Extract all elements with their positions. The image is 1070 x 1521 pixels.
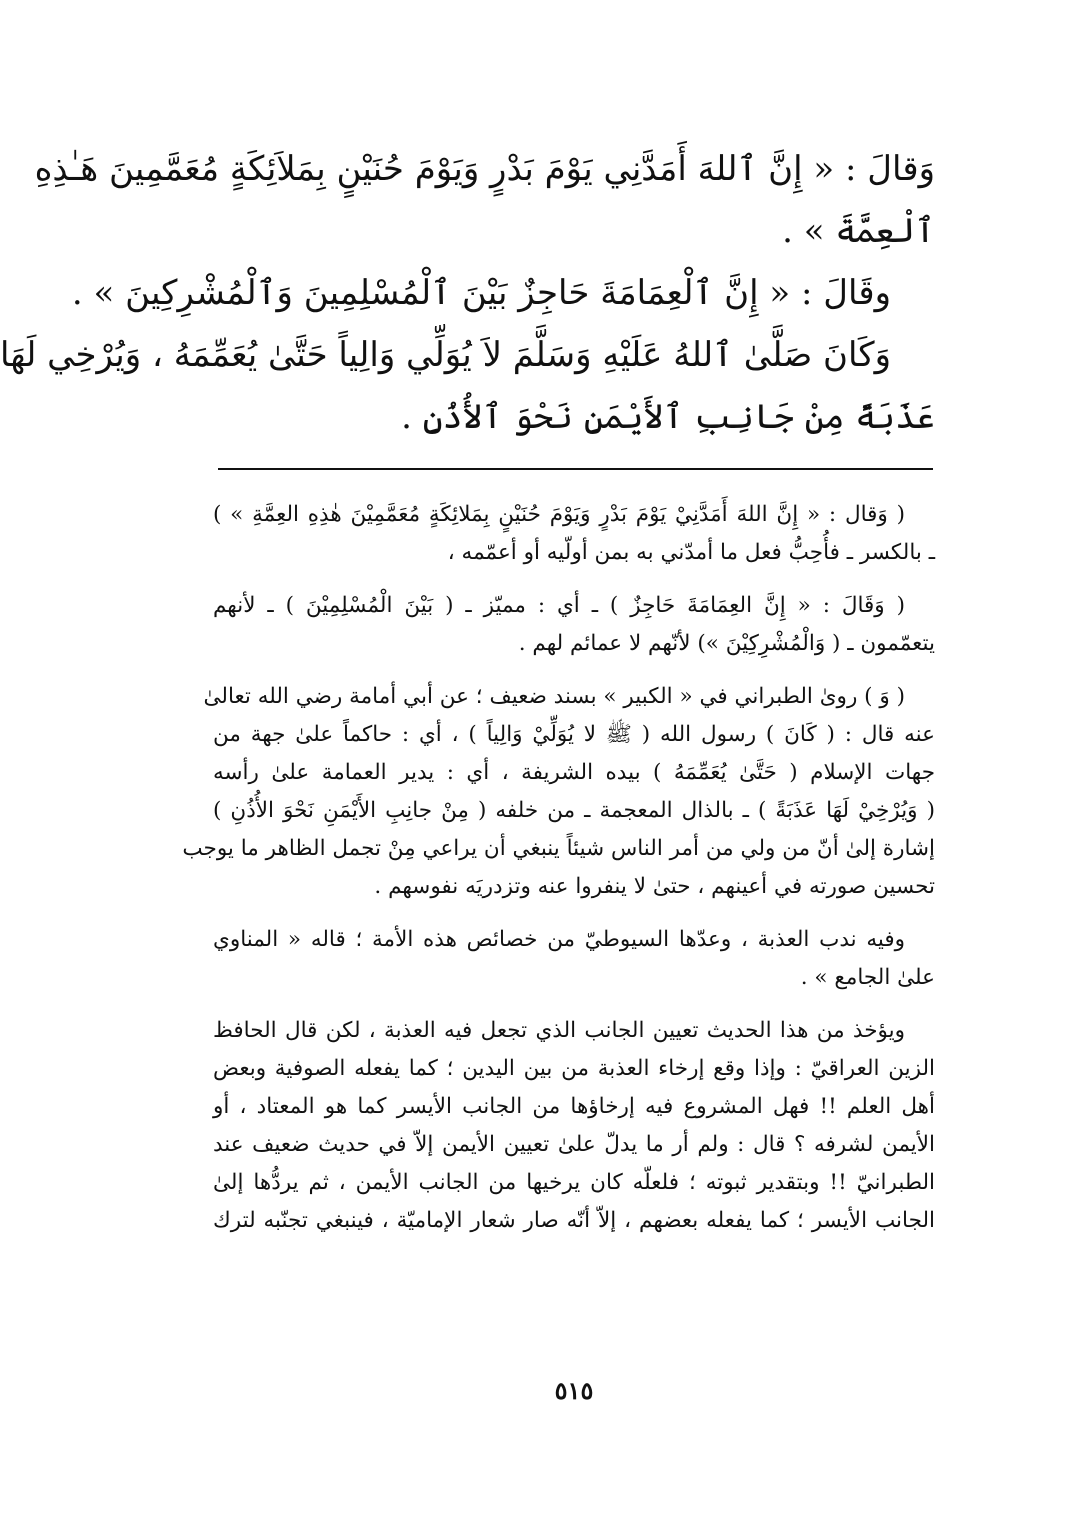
commentary-paragraph-1 bbox=[213, 496, 935, 572]
main-paragraph-1 bbox=[34, 138, 935, 262]
footnote-separator bbox=[218, 468, 933, 470]
page-number: ٥١٥ bbox=[554, 1376, 594, 1405]
commentary-line: ( وَقال : « إِنَّ اللهَ أَمَدَّنِيْ يَوْمَ بَدْرٍ وَيَوْمَ حُنَيْنٍ بِمَلائِكَةٍ مُعَمَّمِيْنَ هٰذِهِ العِمَّةِ » ) bbox=[213, 502, 905, 527]
commentary-line: الزين العراقيّ : وإذا وقع إرخاء العذبة من بين اليدين ؛ كما يفعله الصوفية وبعض bbox=[213, 1056, 935, 1081]
commentary-line: إشارة إلىٰ أنّ من ولي من أمر الناس شيئاً ينبغي أن يراعي مِنْ تجمل الظاهر ما يوجب bbox=[182, 836, 935, 861]
commentary-line: ويؤخذ من هذا الحديث تعيين الجانب الذي تجعل فيه العذبة ، لكن قال الحافظ bbox=[213, 1018, 905, 1043]
commentary-line: عنه قال : ( كَانَ ) رسول الله ( ﷺ لا يُوَلِّيْ وَالِياً ) ، أي : حاكماً علىٰ جهة من bbox=[213, 722, 935, 747]
main-line: عَذَبَةً مِنْ جَانِبِ ٱلأَيْمَنِ نَحْوَ ٱلأُذُنِ . bbox=[401, 397, 935, 437]
commentary-line: أهل العلم !! فهل المشروع فيه إرخاؤها من الجانب الأيسر كما هو المعتاد ، أو bbox=[213, 1094, 935, 1119]
commentary-line: ـ بالكسر ـ فأُحِبُّ فعل ما أمدّني به بمن أولّيه أو أعمّمه ، bbox=[447, 540, 935, 565]
commentary-line: ( وَيُرْخِيْ لَهَا عَذَبَةً ) ـ بالذال المعجمة ـ من خلفه ( مِنْ جانِبِ الأَيْمَنِ نَحْوَ الأُذُنِ ) bbox=[213, 798, 935, 823]
commentary-line: يتعمّمون ـ ( وَالْمُشْرِكِيْنَ ») لأنّهم لا عمائم لهم . bbox=[518, 631, 935, 656]
commentary-line: ( وَقَالَ : « إِنَّ العِمَامَةَ حَاجِزٌ ) ـ أي : مميّز ـ ( بَيْنَ الْمُسْلِمِيْنَ ) ـ لأنهم bbox=[213, 593, 905, 618]
commentary-line: تحسين صورته في أعينهم ، حتىٰ لا ينفروا عنه وتزدريَه نفوسهم . bbox=[374, 874, 935, 899]
commentary-line: جهات الإسلام ( حَتَّىٰ يُعَمِّمَهُ ) بيده الشريفة ، أي : يدير العمامة علىٰ رأسه bbox=[213, 760, 935, 785]
main-line: وَقالَ : « إِنَّ ٱللهَ أَمَدَّنِي يَوْمَ بَدْرٍ وَيَوْمَ حُنَيْنٍ بِمَلاَئِكَةٍ مُعَمَّمِينَ هَـٰذِهِ bbox=[34, 149, 935, 189]
commentary-line: ( وَ ) روىٰ الطبراني في « الكبير » بسند ضعيف ؛ عن أبي أمامة رضي الله تعالىٰ bbox=[203, 684, 905, 709]
main-text bbox=[0, 138, 935, 448]
main-line: وَكَانَ صَلَّىٰ ٱللهُ عَلَيْهِ وَسَلَّمَ لاَ يُوَلِّي وَالِياً حَتَّىٰ يُعَمِّمَهُ ، وَيُرْخِي لَهَا bbox=[0, 335, 891, 375]
commentary-line: الطبرانيّ !! وبتقدير ثبوته ؛ فلعلّه كان يرخيها من الجانب الأيمن ، ثم يردُّها إلىٰ bbox=[213, 1170, 935, 1195]
commentary-paragraph-2 bbox=[213, 587, 935, 663]
commentary-line: وفيه ندب العذبة ، وعدّها السيوطيّ من خصائص هذه الأمة ؛ قاله « المناوي bbox=[213, 927, 905, 952]
commentary-paragraph-3 bbox=[182, 678, 935, 906]
commentary-line: علىٰ الجامع » . bbox=[800, 965, 935, 990]
commentary-paragraph-4 bbox=[213, 921, 935, 997]
main-line: ٱلْعِمَّةَ » . bbox=[782, 211, 935, 251]
commentary-line: الجانب الأيسر ؛ كما يفعله بعضهم ، إلاّ أنّه صار شعار الإماميّة ، فينبغي تجنّبه لترك bbox=[213, 1208, 935, 1233]
main-paragraph-3 bbox=[0, 324, 935, 448]
commentary bbox=[182, 496, 935, 1255]
commentary-paragraph-5 bbox=[213, 1012, 935, 1240]
main-paragraph-2 bbox=[71, 262, 935, 324]
main-line: وقَالَ : « إِنَّ ٱلْعِمَامَةَ حَاجِزٌ بَيْنَ ٱلْمُسْلِمِينَ وَٱلْمُشْرِكِينَ » . bbox=[71, 273, 891, 313]
commentary-line: الأيمن لشرفه ؟ قال : ولم أر ما يدلّ علىٰ تعيين الأيمن إلاّ في حديث ضعيف عند bbox=[213, 1132, 935, 1157]
